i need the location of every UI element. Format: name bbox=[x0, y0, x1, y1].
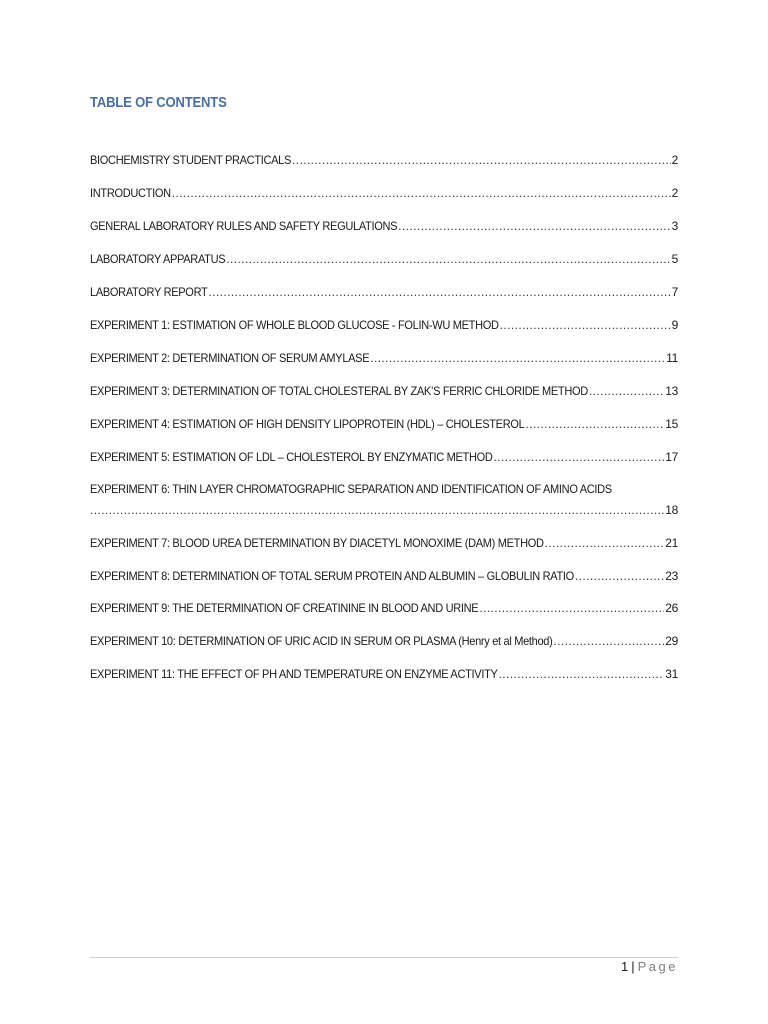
toc-entry[interactable] bbox=[90, 566, 678, 586]
toc-entry-page: 21 bbox=[665, 536, 678, 550]
toc-heading: TABLE OF CONTENTS bbox=[90, 95, 227, 111]
toc-entry-title: LABORATORY APPARATUS bbox=[90, 252, 226, 266]
toc-leader-dots bbox=[494, 447, 665, 467]
page-number: 1 bbox=[621, 959, 629, 974]
toc-leader-dots bbox=[208, 282, 670, 302]
toc-entry[interactable] bbox=[90, 598, 678, 618]
toc-entry[interactable] bbox=[90, 183, 678, 203]
toc-entry-page: 23 bbox=[665, 569, 678, 583]
toc-entry[interactable] bbox=[90, 631, 678, 651]
toc-leader-dots bbox=[292, 150, 671, 170]
toc-leader-dots bbox=[398, 216, 670, 236]
toc-entry-title: BIOCHEMISTRY STUDENT PRACTICALS bbox=[90, 153, 292, 167]
toc-entry-page: 18 bbox=[665, 503, 678, 517]
footer-divider bbox=[90, 957, 678, 958]
toc-leader-dots bbox=[545, 533, 665, 553]
toc-entry-title: GENERAL LABORATORY RULES AND SAFETY REGULATIONS bbox=[90, 219, 398, 233]
toc-leader-dots bbox=[500, 315, 671, 335]
toc-entry-title: EXPERIMENT 8: DETERMINATION OF TOTAL SERUM PROTEIN AND ALBUMIN – GLOBULIN RATIO bbox=[90, 569, 574, 583]
toc-entry-title: LABORATORY REPORT bbox=[90, 285, 208, 299]
toc-entry-page: 5 bbox=[671, 252, 678, 266]
toc-leader-dots bbox=[525, 414, 664, 434]
toc-entry[interactable] bbox=[90, 664, 678, 684]
toc-leader-dots bbox=[553, 631, 664, 651]
toc-leader-dots bbox=[226, 249, 670, 269]
toc-entry-page: 7 bbox=[671, 285, 678, 299]
toc-entry[interactable] bbox=[90, 216, 678, 236]
toc-leader-dots bbox=[172, 183, 671, 203]
toc-leader-dots bbox=[589, 381, 664, 401]
toc-entry-page: 29 bbox=[665, 634, 678, 648]
toc-entry-page: 26 bbox=[665, 601, 678, 615]
toc-entry-title: EXPERIMENT 6: THIN LAYER CHROMATOGRAPHIC SEPARATION AND IDENTIFICATION OF AMINO ACIDS bbox=[90, 482, 612, 496]
toc-entry-page: 9 bbox=[671, 318, 678, 332]
toc-entry-page: 2 bbox=[671, 186, 678, 200]
toc-entry[interactable] bbox=[90, 282, 678, 302]
page-footer bbox=[621, 958, 678, 976]
toc-entry-page: 3 bbox=[671, 219, 678, 233]
toc-entry[interactable] bbox=[90, 381, 678, 401]
toc-entry-page: 17 bbox=[665, 450, 678, 464]
toc-entry-title: EXPERIMENT 10: DETERMINATION OF URIC ACID IN SERUM OR PLASMA (Henry et al Method) bbox=[90, 634, 553, 648]
toc-leader-dots bbox=[90, 500, 664, 520]
toc-entry-title: EXPERIMENT 11: THE EFFECT OF PH AND TEMPERATURE ON ENZYME ACTIVITY bbox=[90, 667, 498, 681]
toc-entry-title: INTRODUCTION bbox=[90, 186, 171, 200]
toc-entry-title: EXPERIMENT 3: DETERMINATION OF TOTAL CHOLESTERAL BY ZAK’S FERRIC CHLORIDE METHOD bbox=[90, 384, 588, 398]
toc-entry[interactable] bbox=[90, 414, 678, 434]
toc-entry[interactable] bbox=[90, 533, 678, 553]
page-label: Page bbox=[637, 959, 678, 974]
toc-entry-page: 2 bbox=[671, 153, 678, 167]
toc-entry[interactable] bbox=[90, 479, 678, 521]
toc-entry-page: 15 bbox=[665, 417, 678, 431]
toc-entry-title: EXPERIMENT 4: ESTIMATION OF HIGH DENSITY LIPOPROTEIN (HDL) – CHOLESTEROL bbox=[90, 417, 525, 431]
toc-entry-page: 31 bbox=[665, 667, 678, 681]
toc-entry-title: EXPERIMENT 1: ESTIMATION OF WHOLE BLOOD GLUCOSE - FOLIN-WU METHOD bbox=[90, 318, 499, 332]
toc-entry[interactable] bbox=[90, 447, 678, 467]
toc-leader-dots bbox=[370, 348, 665, 368]
toc-entry-title: EXPERIMENT 5: ESTIMATION OF LDL – CHOLESTEROL BY ENZYMATIC METHOD bbox=[90, 450, 493, 464]
toc-entry[interactable] bbox=[90, 249, 678, 269]
toc-leader-dots bbox=[499, 664, 665, 684]
toc-entry-page: 13 bbox=[665, 384, 678, 398]
toc-leader-dots bbox=[575, 566, 664, 586]
footer-separator: | bbox=[631, 959, 635, 974]
toc-entry-page: 11 bbox=[666, 351, 678, 365]
toc-entry[interactable] bbox=[90, 150, 678, 170]
toc-leader-dots bbox=[479, 598, 664, 618]
toc-entry-title: EXPERIMENT 7: BLOOD UREA DETERMINATION BY DIACETYL MONOXIME (DAM) METHOD bbox=[90, 536, 544, 550]
toc-entry-title: EXPERIMENT 2: DETERMINATION OF SERUM AMYLASE bbox=[90, 351, 370, 365]
toc-entry[interactable] bbox=[90, 315, 678, 335]
toc-entry-title: EXPERIMENT 9: THE DETERMINATION OF CREATININE IN BLOOD AND URINE bbox=[90, 601, 479, 615]
toc-entry[interactable] bbox=[90, 348, 678, 368]
